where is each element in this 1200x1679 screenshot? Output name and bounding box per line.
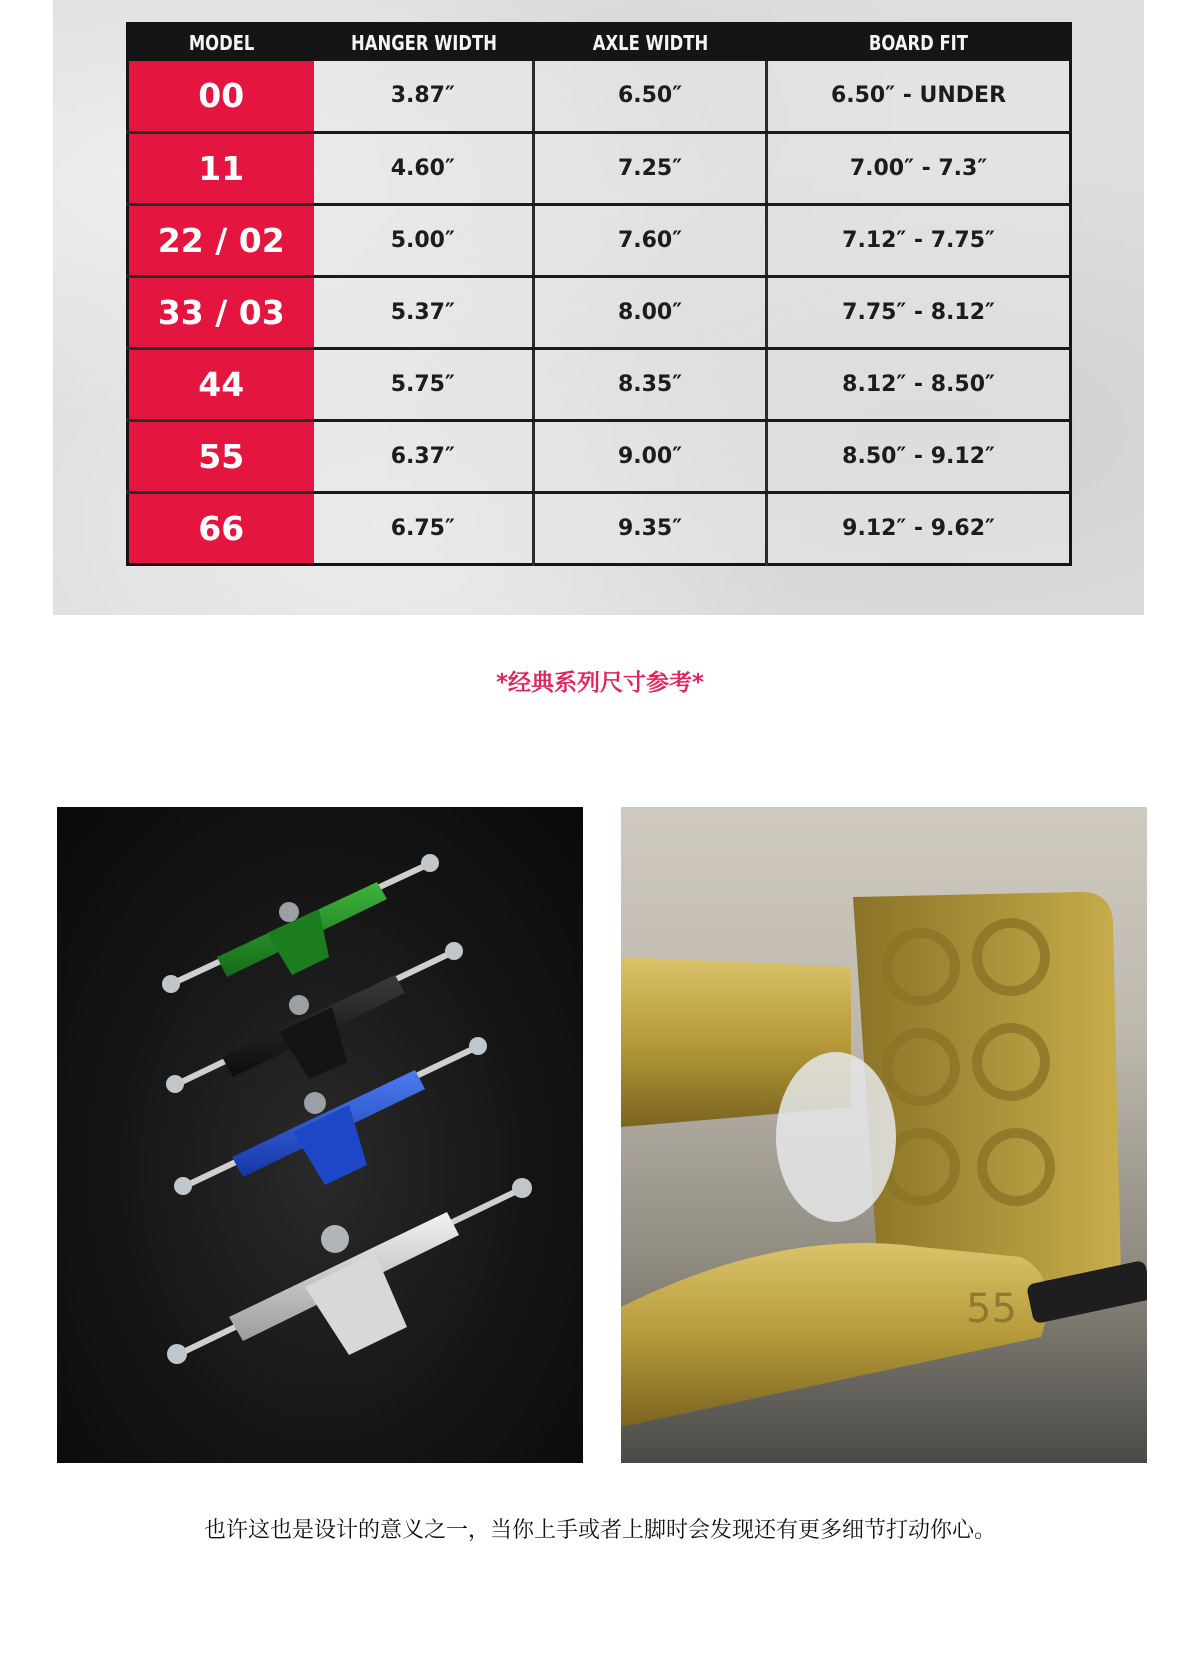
- model-cell: 22 / 02: [128, 205, 314, 277]
- model-engraving: 55: [966, 1286, 1017, 1332]
- axle-width-cell: 9.35″: [534, 493, 767, 565]
- hanger-width-cell: 5.00″: [314, 205, 534, 277]
- model-cell: 00: [128, 61, 314, 133]
- green-truck: [162, 854, 439, 993]
- model-cell: 55: [128, 421, 314, 493]
- table-row: [128, 349, 1071, 421]
- header-axle-width: AXLE WIDTH: [554, 24, 745, 61]
- gold-truck-closeup-photo: [621, 807, 1147, 1463]
- silver-truck: [167, 1178, 532, 1364]
- board-fit-cell: 8.12″ - 8.50″: [767, 349, 1071, 421]
- gold-truck-illustration: [621, 807, 1147, 1463]
- riser-pad: [853, 892, 1121, 1287]
- bushing: [776, 1052, 896, 1222]
- board-fit-cell: 8.50″ - 9.12″: [767, 421, 1071, 493]
- table-row: [128, 277, 1071, 349]
- hanger-width-cell: 4.60″: [314, 133, 534, 205]
- trucks-lineup-illustration: [57, 807, 583, 1463]
- header-hanger-width: HANGER WIDTH: [333, 24, 513, 61]
- board-fit-cell: 7.00″ - 7.3″: [767, 133, 1071, 205]
- table-row: [128, 133, 1071, 205]
- hanger-width-cell: 6.37″: [314, 421, 534, 493]
- board-fit-cell: 7.75″ - 8.12″: [767, 277, 1071, 349]
- board-fit-cell: 6.50″ - UNDER: [767, 61, 1071, 133]
- model-cell: 11: [128, 133, 314, 205]
- series-size-caption: *经典系列尺寸参考*: [495, 670, 705, 696]
- hanger-width-cell: 5.75″: [314, 349, 534, 421]
- hanger-width-cell: 5.37″: [314, 277, 534, 349]
- board-fit-cell: 7.12″ - 7.75″: [767, 205, 1071, 277]
- model-cell: 44: [128, 349, 314, 421]
- size-chart-panel: [53, 0, 1144, 615]
- axle-width-cell: 7.60″: [534, 205, 767, 277]
- header-model: MODEL: [144, 24, 297, 61]
- board-fit-cell: 9.12″ - 9.62″: [767, 493, 1071, 565]
- table-row: [128, 493, 1071, 565]
- size-chart-table: [126, 22, 1072, 566]
- trucks-lineup-photo: [57, 807, 583, 1463]
- hanger-width-cell: 3.87″: [314, 61, 534, 133]
- hanger-arm: [621, 1243, 1048, 1427]
- axle-width-cell: 9.00″: [534, 421, 767, 493]
- size-chart-header-row: [128, 24, 1071, 61]
- model-cell: 66: [128, 493, 314, 565]
- table-row: [128, 61, 1071, 133]
- table-row: [128, 205, 1071, 277]
- hanger-width-cell: 6.75″: [314, 493, 534, 565]
- axle-width-cell: 8.35″: [534, 349, 767, 421]
- axle-width-cell: 7.25″: [534, 133, 767, 205]
- axle-width-cell: 8.00″: [534, 277, 767, 349]
- axle-width-cell: 6.50″: [534, 61, 767, 133]
- design-detail-caption: 也许这也是设计的意义之一，当你上手或者上脚时会发现还有更多细节打动你心。: [203, 1518, 996, 1543]
- table-row: [128, 421, 1071, 493]
- model-cell: 33 / 03: [128, 277, 314, 349]
- header-board-fit: BOARD FIT: [794, 24, 1043, 61]
